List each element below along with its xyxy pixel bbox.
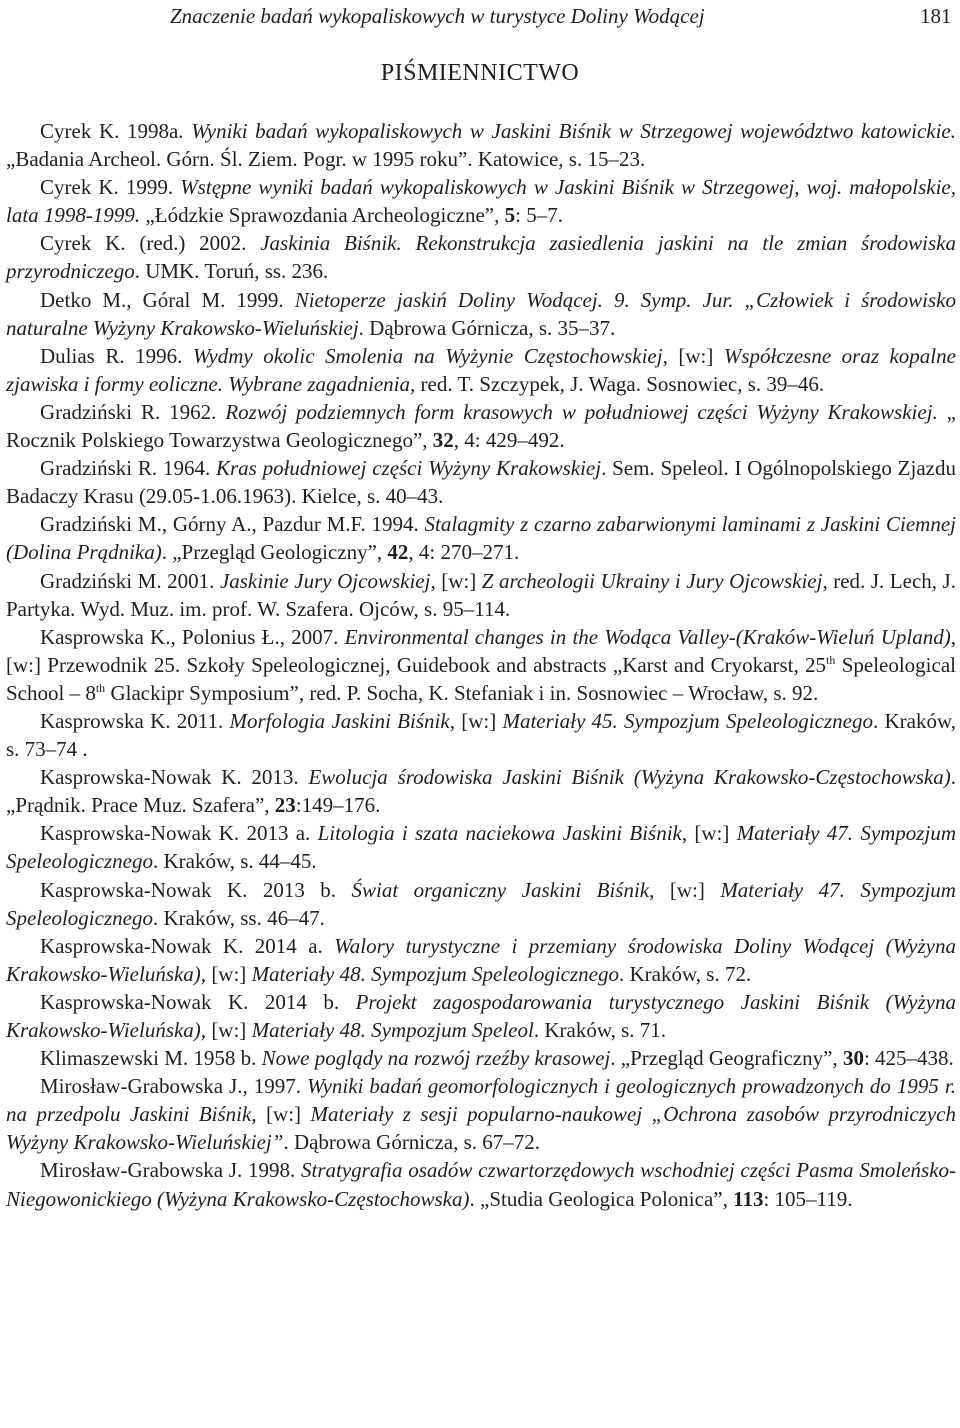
reference-entry	[6, 1044, 956, 1072]
reference-italic-text: Materiały 48. Sympozjum Speleol	[251, 1018, 534, 1042]
reference-text: Gradziński R. 1964.	[40, 456, 216, 481]
reference-text: [w:]	[206, 961, 252, 986]
reference-text: Kasprowska-Nowak K. 2014 a.	[40, 933, 335, 958]
reference-text: . Kraków, s. 72.	[619, 961, 752, 986]
reference-superscript: th	[826, 652, 836, 667]
reference-entry	[6, 763, 956, 819]
reference-text: . Sem. Speleol. I Ogólnopolskiego Zjazdu Badaczy Krasu (29.05-1.06.1963). Kielce, s. 40–43.	[6, 456, 956, 509]
reference-text: Kasprowska-Nowak K. 2013.	[40, 765, 309, 790]
reference-text: . Dąbrowa Górnicza, s. 35–37.	[358, 315, 616, 340]
reference-italic-text: Z archeologii Ukrainy i Jury Ojcowskiej	[481, 568, 823, 593]
reference-text: Gradziński M. 2001.	[40, 568, 220, 593]
reference-text: Gradziński M., Górny A., Pazdur M.F. 1994.	[40, 512, 425, 537]
reference-entry	[6, 229, 956, 285]
reference-text: : 105–119.	[763, 1186, 853, 1211]
reference-text: „ Rocznik Polskiego Towarzystwa Geologicznego”,	[6, 399, 956, 453]
reference-text: Kasprowska K., Polonius Ł., 2007.	[40, 624, 345, 649]
reference-text: . „Przegląd Geologiczny”,	[161, 540, 388, 565]
reference-text: , red. J. Lech, J. Partyka. Wyd. Muz. im. prof. W. Szafera. Ojców, s. 95–114.	[6, 568, 956, 621]
reference-text: Kasprowska-Nowak K. 2013 b.	[40, 877, 352, 902]
reference-text: Mirosław-Grabowska J., 1997.	[40, 1074, 308, 1099]
running-header	[0, 4, 960, 28]
reference-text: Gradziński R. 1962.	[40, 399, 226, 424]
reference-entry	[6, 510, 956, 566]
reference-italic-text: Kras południowej części Wyżyny Krakowskiej	[215, 456, 602, 481]
reference-text: Glackipr Symposium”, red. P. Socha, K. Stefaniak i in. Sosnowiec – Wrocław, s. 92.	[105, 680, 819, 705]
reference-text: , [w:]	[681, 821, 737, 846]
reference-entry	[6, 567, 956, 623]
reference-text: Detko M., Góral M. 1999.	[40, 287, 295, 312]
reference-text: , 4: 270–271.	[408, 540, 520, 565]
reference-italic-text: Jaskinie Jury Ojcowskiej,	[219, 568, 436, 593]
reference-entry	[6, 454, 956, 510]
reference-text: Kasprowska-Nowak K. 2013 a.	[40, 821, 318, 846]
reference-italic-text: Nowe poglądy na rozwój rzeźby krasowej	[261, 1046, 611, 1071]
reference-text: . „Przegląd Geograficzny”,	[610, 1046, 843, 1071]
reference-italic-text: Litologia i szata naciekowa Jaskini Biśnik	[317, 821, 682, 846]
reference-italic-text: Współczesne oraz kopalne zjawiska i formy eoliczne. Wybrane zagadnienia	[6, 343, 956, 396]
reference-entry	[6, 623, 956, 707]
reference-text: . Dąbrowa Górnicza, s. 67–72.	[283, 1130, 541, 1155]
reference-text: . „Prądnik. Prace Muz. Szafera”,	[6, 765, 956, 818]
reference-italic-text: Materiały 45. Sympozjum Speleologicznego	[502, 708, 873, 733]
reference-bold-text: 5	[504, 203, 516, 228]
reference-text: „Łódzkie Sprawozdania Archeologiczne”,	[140, 203, 505, 228]
reference-italic-text: Materiały z sesji popularno-naukowej „Ochrona zasobów przyrodniczych Wyżyny Krakowsko-Wieluńskiej”	[6, 1102, 956, 1155]
reference-text: Klimaszewski M. 1958 b.	[40, 1046, 262, 1071]
reference-text: : 425–438.	[863, 1046, 954, 1071]
reference-italic-text: Walory turystyczne i przemiany środowiska Doliny Wodącej (Wyżyna Krakowsko-Wieluńska),	[6, 933, 956, 986]
reference-text: : 5–7.	[515, 203, 563, 228]
reference-italic-text: Jaskinia Biśnik. Rekonstrukcja zasiedlenia jaskini na tle zmian środowiska przyrodniczego	[6, 231, 956, 284]
reference-italic-text: Wyniki badań wykopaliskowych w Jaskini Biśnik w Strzegowej województwo katowickie.	[191, 119, 956, 143]
reference-entry	[6, 117, 956, 173]
reference-italic-text: Wyniki badań geomorfologicznych i geologicznych prowadzonych do 1995 r. na przedpolu Jaskini Biśnik	[6, 1074, 956, 1127]
reference-italic-text: Wstępne wyniki badań wykopaliskowych w Jaskini Biśnik w Strzegowej, woj. małopolskie, lata 1998-1999.	[6, 175, 956, 228]
reference-italic-text: Environmental changes in the Wodąca Valley-(Kraków-Wieluń Upland)	[344, 624, 951, 649]
reference-text: Kasprowska K. 2011.	[40, 708, 230, 733]
reference-italic-text: Materiały 47. Sympozjum Speleologicznego	[6, 877, 956, 930]
reference-entry	[6, 876, 956, 932]
reference-text: :149–176.	[295, 793, 381, 818]
reference-text: . UMK. Toruń, ss. 236.	[134, 259, 329, 284]
reference-text: , [w:]	[649, 877, 721, 902]
reference-italic-text: Świat organiczny Jaskini Biśnik	[351, 877, 650, 902]
reference-text: Cyrek K. (red.) 2002.	[40, 231, 261, 256]
reference-entry	[6, 707, 956, 763]
reference-bold-text: 32	[432, 428, 454, 453]
reference-text: [w:]	[206, 1018, 252, 1042]
reference-entry	[6, 1072, 956, 1156]
reference-text: , [w:]	[251, 1102, 311, 1127]
reference-text: , [w:]	[449, 708, 503, 733]
reference-italic-text: Stratygrafia osadów czwartorzędowych wschodniej części Pasma Smoleńsko-Niegowonickiego (Wyżyna Krakowsko-Częstochowska)	[6, 1158, 957, 1211]
reference-list	[6, 117, 956, 1213]
reference-text: , red. T. Szczypek, J. Waga. Sosnowiec, s. 39–46.	[410, 371, 825, 396]
reference-text: . Kraków, s. 44–45.	[152, 849, 317, 874]
reference-entry	[6, 398, 956, 454]
reference-entry	[6, 932, 956, 988]
reference-italic-text: Materiały 47. Sympozjum Speleologicznego	[6, 821, 956, 874]
reference-text: . „Studia Geologica Polonica”,	[469, 1186, 734, 1211]
reference-text: Mirosław-Grabowska J. 1998.	[40, 1158, 301, 1183]
reference-bold-text: 42	[387, 540, 409, 565]
reference-text: [w:]	[435, 568, 482, 593]
reference-italic-text: Rozwój podziemnych form krasowych w południowej części Wyżyny Krakowskiej.	[225, 399, 938, 424]
reference-text: . Kraków, s. 73–74 .	[6, 708, 956, 762]
reference-entry	[6, 1156, 956, 1212]
reference-text: , 4: 429–492.	[453, 428, 565, 453]
reference-entry	[6, 342, 956, 398]
reference-bold-text: 30	[842, 1046, 864, 1071]
reference-text: Cyrek K. 1999.	[40, 175, 181, 200]
reference-superscript: th	[95, 680, 106, 695]
reference-text: . Kraków, ss. 46–47.	[152, 905, 325, 930]
reference-text: Speleological School – 8	[6, 652, 956, 705]
reference-text: Cyrek K. 1998a.	[40, 119, 192, 143]
reference-text: [w:]	[667, 343, 724, 368]
reference-italic-text: Stalagmity z czarno zabarwionymi laminami z Jaskini Ciemnej (Dolina Prądnika)	[6, 512, 956, 565]
reference-entry	[6, 173, 956, 229]
reference-italic-text: Ewolucja środowiska Jaskini Biśnik (Wyżyna Krakowsko-Częstochowska)	[308, 765, 951, 790]
reference-text: „Badania Archeol. Górn. Śl. Ziem. Pogr. w 1995 roku”. Katowice, s. 15–23.	[6, 147, 646, 172]
reference-entry	[6, 819, 956, 875]
running-title: Znaczenie badań wykopaliskowych w turystyce Doliny Wodącej	[170, 4, 705, 28]
reference-bold-text: 113	[733, 1186, 764, 1211]
reference-text: , [w:] Przewodnik 25. Szkoły Speleologicznej, Guidebook and abstracts „Karst and Cryokarst, 25	[6, 624, 956, 677]
page-number: 181	[920, 4, 952, 28]
reference-italic-text: Projekt zagospodarowania turystycznego Jaskini Biśnik (Wyżyna Krakowsko-Wieluńska),	[6, 989, 956, 1042]
reference-italic-text: Nietoperze jaskiń Doliny Wodącej. 9. Symp. Jur. „Człowiek i środowisko naturalne Wyżyny Krakowsko-Wieluńskiej	[6, 287, 956, 340]
reference-text: Dulias R. 1996.	[40, 343, 193, 368]
reference-italic-text: Morfologia Jaskini Biśnik	[229, 708, 450, 733]
reference-italic-text: Wydmy okolic Smolenia na Wyżynie Częstochowskiej,	[192, 343, 668, 368]
section-title: PIŚMIENNICTWO	[380, 60, 580, 86]
reference-italic-text: Materiały 48. Sympozjum Speleologicznego	[251, 961, 619, 986]
reference-entry	[6, 988, 956, 1044]
reference-bold-text: 23	[274, 793, 296, 818]
reference-text: . Kraków, s. 71.	[533, 1018, 667, 1042]
reference-text: Kasprowska-Nowak K. 2014 b.	[40, 989, 356, 1014]
reference-entry	[6, 286, 956, 342]
